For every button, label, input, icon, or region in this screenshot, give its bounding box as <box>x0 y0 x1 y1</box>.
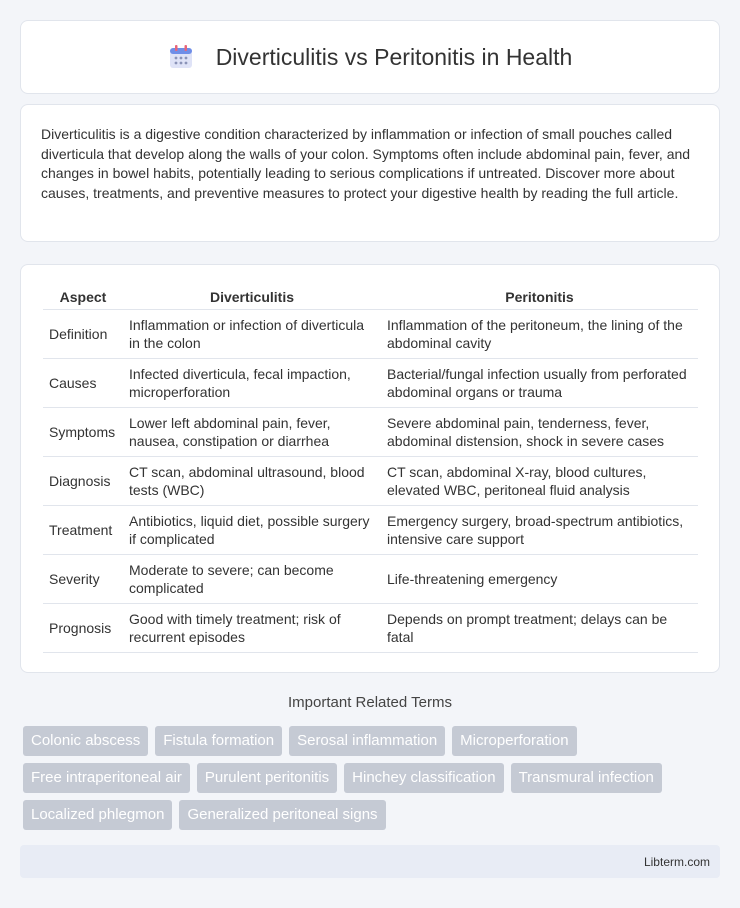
intro-card <box>20 104 720 242</box>
table-row <box>43 407 698 456</box>
cell-aspect: Severity <box>43 554 123 603</box>
comparison-card <box>20 264 720 673</box>
cell-aspect: Symptoms <box>43 407 123 456</box>
cell-aspect: Definition <box>43 309 123 358</box>
comparison-table <box>43 285 698 653</box>
cell-aspect: Treatment <box>43 505 123 554</box>
cell-peritonitis: Emergency surgery, broad-spectrum antibiotics, intensive care support <box>381 505 698 554</box>
table-row <box>43 603 698 652</box>
term-tag[interactable]: Localized phlegmon <box>23 800 172 830</box>
cell-aspect: Diagnosis <box>43 456 123 505</box>
cell-peritonitis: Life-threatening emergency <box>381 554 698 603</box>
term-tag[interactable]: Microperforation <box>452 726 576 756</box>
cell-diverticulitis: Antibiotics, liquid diet, possible surgery if complicated <box>123 505 381 554</box>
cell-peritonitis: Bacterial/fungal infection usually from perforated abdominal organs or trauma <box>381 358 698 407</box>
header-aspect: Aspect <box>43 285 123 309</box>
term-tag[interactable]: Fistula formation <box>155 726 282 756</box>
cell-peritonitis: Inflammation of the peritoneum, the lining of the abdominal cavity <box>381 309 698 358</box>
page-title: Diverticulitis vs Peritonitis in Health <box>215 43 573 70</box>
header-peritonitis: Peritonitis <box>381 285 698 309</box>
table-row <box>43 456 698 505</box>
term-tag[interactable]: Generalized peritoneal signs <box>179 800 385 830</box>
table-row <box>43 309 698 358</box>
term-tag[interactable]: Colonic abscess <box>23 726 148 756</box>
term-tag[interactable]: Hinchey classification <box>344 763 503 793</box>
table-header-row <box>43 285 698 309</box>
table-row <box>43 358 698 407</box>
calendar-icon <box>168 44 194 70</box>
cell-diverticulitis: Moderate to severe; can become complicated <box>123 554 381 603</box>
footer-site-link[interactable]: Libterm.com <box>643 854 710 869</box>
term-tag[interactable]: Transmural infection <box>511 763 662 793</box>
cell-peritonitis: Depends on prompt treatment; delays can be fatal <box>381 603 698 652</box>
term-tag[interactable]: Free intraperitoneal air <box>23 763 190 793</box>
cell-diverticulitis: CT scan, abdominal ultrasound, blood tests (WBC) <box>123 456 381 505</box>
table-row <box>43 505 698 554</box>
related-terms-title: Important Related Terms <box>288 694 452 711</box>
cell-aspect: Prognosis <box>43 603 123 652</box>
cell-aspect: Causes <box>43 358 123 407</box>
cell-diverticulitis: Good with timely treatment; risk of recurrent episodes <box>123 603 381 652</box>
header-card <box>20 20 720 94</box>
cell-diverticulitis: Inflammation or infection of diverticula in the colon <box>123 309 381 358</box>
table-row <box>43 554 698 603</box>
cell-diverticulitis: Lower left abdominal pain, fever, nausea, constipation or diarrhea <box>123 407 381 456</box>
related-terms-list <box>23 726 723 837</box>
header-diverticulitis: Diverticulitis <box>123 285 381 309</box>
cell-peritonitis: Severe abdominal pain, tenderness, fever, abdominal distension, shock in severe cases <box>381 407 698 456</box>
term-tag[interactable]: Serosal inflammation <box>289 726 445 756</box>
intro-text: Diverticulitis is a digestive condition characterized by inflammation or infection of small pouches called diverticula that develop along the walls of your colon. Symptoms often include abdominal pain, fever, and changes in bowel habits, potentially leading to serious complications if untreated. Discover more about causes, treatments, and preventive measures to protect your digestive health by reading the full article. <box>41 126 691 201</box>
cell-diverticulitis: Infected diverticula, fecal impaction, microperforation <box>123 358 381 407</box>
term-tag[interactable]: Purulent peritonitis <box>197 763 337 793</box>
footer <box>20 845 720 878</box>
cell-peritonitis: CT scan, abdominal X-ray, blood cultures, elevated WBC, peritoneal fluid analysis <box>381 456 698 505</box>
